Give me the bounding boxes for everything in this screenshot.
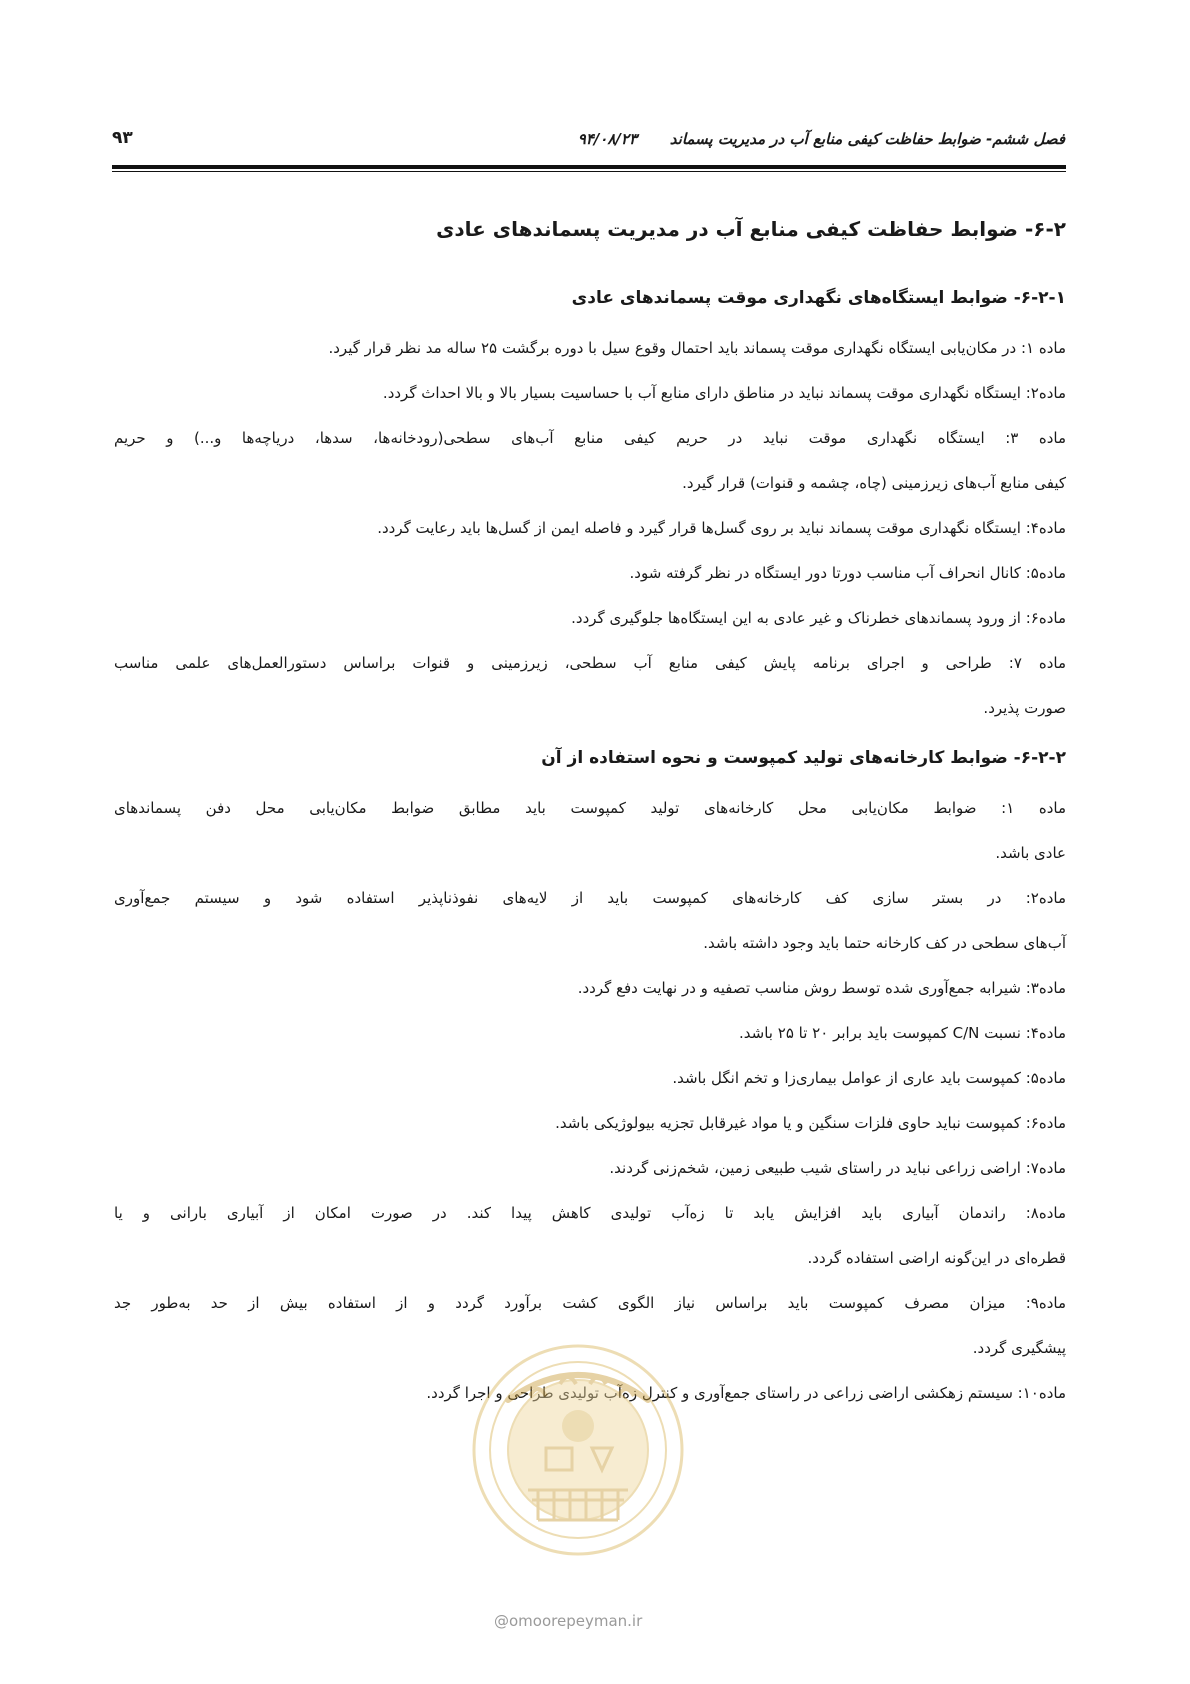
clause-1-5: ماده۵: کانال انحراف آب مناسب دورتا دور ایستگاه در نظر گرفته شود. xyxy=(629,564,1066,582)
clause-2-2-line-2: آب‌های سطحی در کف کارخانه حتما باید وجود داشته باشد. xyxy=(703,934,1066,952)
clause-1-1: ماده ۱: در مکان‌یابی ایستگاه نگهداری موقت پسماند باید احتمال وقوع سیل با دوره برگشت ۲۵ ساله مد نظر قرار گیرد. xyxy=(328,339,1066,357)
clause-1-7-line-1: ماده ۷: طراحی و اجرای برنامه پایش کیفی منابع آب سطحی، زیرزمینی و قنوات براساس دستورالعمل‌های علمی مناسب xyxy=(114,654,1066,672)
clause-2-2 xyxy=(114,876,1066,966)
clause-1-3 xyxy=(114,416,1066,506)
header-rule-thin xyxy=(112,171,1066,172)
clause-1-7 xyxy=(114,641,1066,731)
section-heading: ۶-۲- ضوابط حفاظت کیفی منابع آب در مدیریت پسماندهای عادی xyxy=(436,217,1066,241)
watermark-url: omoorepeyman.ir xyxy=(509,1612,643,1630)
clause-2-6: ماده۶: کمپوست نباید حاوی فلزات سنگین و یا مواد غیرقابل تجزیه بیولوژیکی باشد. xyxy=(555,1114,1066,1132)
clause-2-7: ماده۷: اراضی زراعی نباید در راستای شیب طبیعی زمین، شخم‌زنی گردند. xyxy=(609,1159,1066,1177)
clause-2-3: ماده۳: شیرابه جمع‌آوری شده توسط روش مناسب تصفیه و در نهایت دفع گردد. xyxy=(577,979,1066,997)
clause-2-9-line-1: ماده۹: میزان مصرف کمپوست باید براساس نیاز الگوی کشت برآورد گردد و از استفاده بیش از حد به‌طور جد xyxy=(114,1294,1066,1312)
clause-1-6: ماده۶: از ورود پسماندهای خطرناک و غیر عادی به این ایستگاه‌ها جلوگیری گردد. xyxy=(571,609,1066,627)
clause-1-7-line-2: صورت پذیرد. xyxy=(983,699,1066,717)
chapter-title: فصل ششم- ضوابط حفاظت کیفی منابع آب در مدیریت پسماند xyxy=(669,130,1065,148)
clause-1-3-line-2: کیفی منابع آب‌های زیرزمینی (چاه، چشمه و قنوات) قرار گیرد. xyxy=(682,474,1066,492)
clause-2-10: ماده۱۰: سیستم زهکشی اراضی زراعی در راستای جمع‌آوری و کنترل زه‌آب تولیدی طراحی و اجرا گردد. xyxy=(426,1384,1066,1402)
website-watermark xyxy=(494,1612,642,1630)
header-date: ۹۴/۰۸/۲۳ xyxy=(577,130,637,148)
clause-1-2: ماده۲: ایستگاه نگهداری موقت پسماند نباید در مناطق دارای منابع آب با حساسیت بسیار بالا و بالا احداث گردد. xyxy=(382,384,1066,402)
clause-2-8-line-1: ماده۸: راندمان آبیاری باید افزایش یابد تا زه‌آب تولیدی کاهش پیدا کند. در صورت امکان از آبیاری بارانی و یا xyxy=(114,1204,1066,1222)
running-header xyxy=(112,128,1065,158)
clause-2-1 xyxy=(114,786,1066,876)
clause-1-3-line-1: ماده ۳: ایستگاه نگهداری موقت نباید در حریم کیفی منابع آب‌های سطحی(رودخانه‌ها، سدها، دریاچه‌ها و...) و حریم xyxy=(114,429,1066,447)
header-rule-thick xyxy=(112,165,1066,169)
clause-2-2-line-1: ماده۲: در بستر سازی کف کارخانه‌های کمپوست باید از لایه‌های نفوذناپذیر استفاده شود و سیستم جمع‌آوری xyxy=(114,889,1066,907)
clause-2-5: ماده۵: کمپوست باید عاری از عوامل بیماری‌زا و تخم انگل باشد. xyxy=(672,1069,1066,1087)
seal-watermark-logo xyxy=(468,1340,688,1560)
clause-2-9-line-2: پیشگیری گردد. xyxy=(972,1339,1066,1357)
page-body xyxy=(114,212,1066,1416)
subsection-heading-1: ۶-۲-۱- ضوابط ایستگاه‌های نگهداری موقت پسماندهای عادی xyxy=(571,288,1066,308)
clause-2-4: ماده۴: نسبت C/N کمپوست باید برابر ۲۰ تا ۲۵ باشد. xyxy=(739,1024,1066,1042)
clause-2-1-line-1: ماده ۱: ضوابط مکان‌یابی محل کارخانه‌های تولید کمپوست باید مطابق ضوابط مکان‌یابی محل دفن پسماندهای xyxy=(114,799,1066,817)
subsection-heading-2: ۶-۲-۲- ضوابط کارخانه‌های تولید کمپوست و نحوه استفاده از آن xyxy=(541,748,1066,768)
at-icon: @ xyxy=(494,1612,509,1630)
clause-2-1-line-2: عادی باشد. xyxy=(995,844,1066,862)
clause-2-8 xyxy=(114,1191,1066,1281)
clause-2-8-line-2: قطره‌ای در این‌گونه اراضی استفاده گردد. xyxy=(807,1249,1066,1267)
clause-1-4: ماده۴: ایستگاه نگهداری موقت پسماند نباید بر روی گسل‌ها قرار گیرد و فاصله ایمن از گسل‌ها باید رعایت گردد. xyxy=(377,519,1066,537)
page-number: ۹۳ xyxy=(112,128,133,148)
